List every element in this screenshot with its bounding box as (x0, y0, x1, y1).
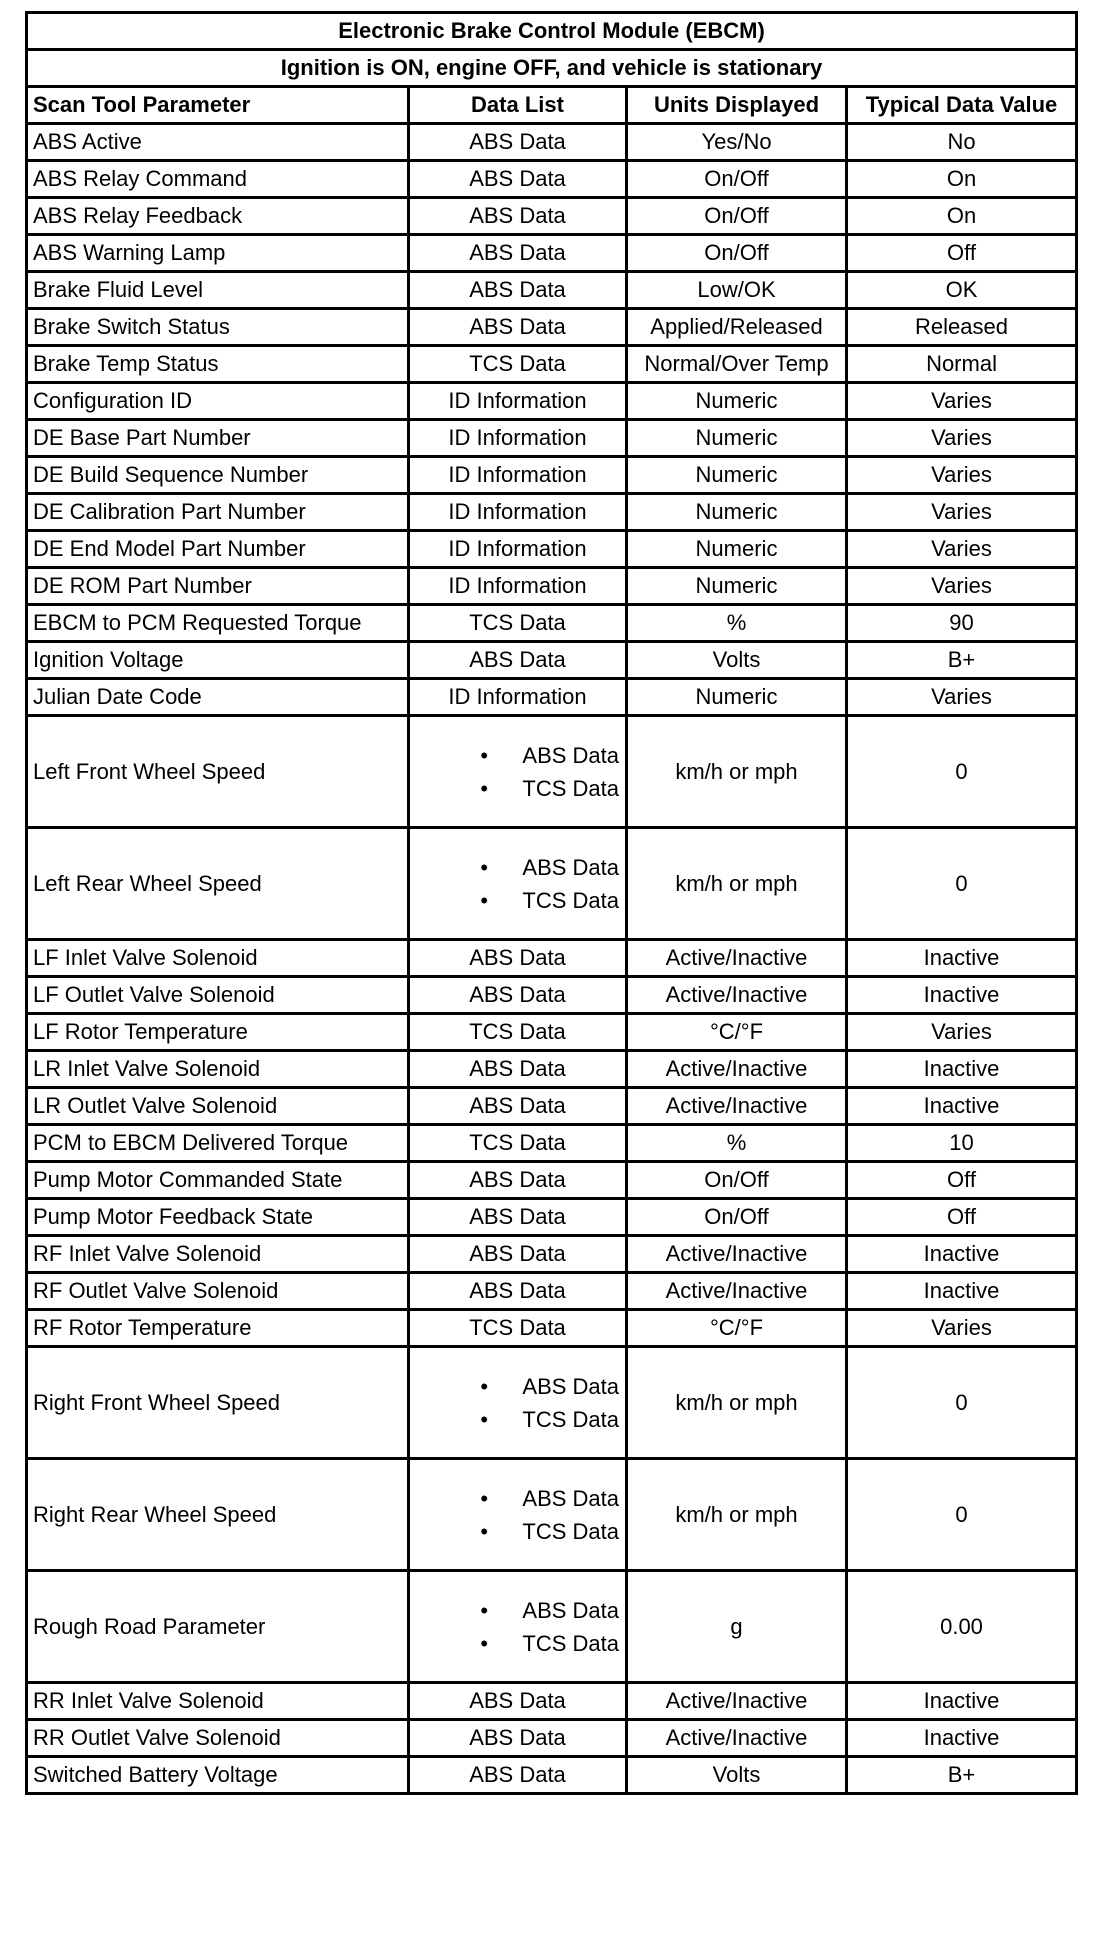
cell-typical-data-value: Inactive (847, 1273, 1077, 1310)
table-row (27, 940, 1077, 977)
cell-scan-tool-parameter: RF Rotor Temperature (27, 1310, 409, 1347)
cell-units-displayed: Normal/Over Temp (627, 346, 847, 383)
cell-data-list: ABS Data (409, 1683, 627, 1720)
cell-units-displayed: Numeric (627, 383, 847, 420)
cell-units-displayed: km/h or mph (627, 828, 847, 940)
cell-units-displayed: Applied/Released (627, 309, 847, 346)
cell-scan-tool-parameter: Left Rear Wheel Speed (27, 828, 409, 940)
cell-scan-tool-parameter: Brake Switch Status (27, 309, 409, 346)
header-typical-data-value: Typical Data Value (847, 87, 1077, 124)
cell-data-list: ABS Data (409, 161, 627, 198)
cell-data-list (409, 1347, 627, 1459)
cell-units-displayed: Active/Inactive (627, 1088, 847, 1125)
cell-typical-data-value: B+ (847, 642, 1077, 679)
cell-typical-data-value: Varies (847, 568, 1077, 605)
cell-typical-data-value: Varies (847, 1014, 1077, 1051)
cell-data-list: ABS Data (409, 124, 627, 161)
cell-typical-data-value: Inactive (847, 1720, 1077, 1757)
cell-typical-data-value: Varies (847, 494, 1077, 531)
cell-data-list (409, 1459, 627, 1571)
table-row (27, 1683, 1077, 1720)
cell-units-displayed: Low/OK (627, 272, 847, 309)
table-header-row (27, 87, 1077, 124)
table-row (27, 1051, 1077, 1088)
table-subtitle-row (27, 50, 1077, 87)
cell-scan-tool-parameter: Brake Fluid Level (27, 272, 409, 309)
cell-data-list: ABS Data (409, 198, 627, 235)
cell-data-list: TCS Data (409, 346, 627, 383)
cell-typical-data-value: Off (847, 1162, 1077, 1199)
header-scan-tool-parameter: Scan Tool Parameter (27, 87, 409, 124)
cell-data-list (409, 828, 627, 940)
cell-data-list (409, 1571, 627, 1683)
cell-typical-data-value: Varies (847, 383, 1077, 420)
cell-data-list: TCS Data (409, 605, 627, 642)
cell-scan-tool-parameter: Brake Temp Status (27, 346, 409, 383)
table-row (27, 1236, 1077, 1273)
table-row (27, 1273, 1077, 1310)
cell-data-list: ID Information (409, 383, 627, 420)
cell-data-list: ABS Data (409, 1720, 627, 1757)
ebcm-data-document (25, 11, 1075, 1795)
cell-units-displayed: °C/°F (627, 1014, 847, 1051)
cell-typical-data-value: On (847, 161, 1077, 198)
table-row (27, 605, 1077, 642)
cell-scan-tool-parameter: EBCM to PCM Requested Torque (27, 605, 409, 642)
cell-scan-tool-parameter: Pump Motor Commanded State (27, 1162, 409, 1199)
cell-scan-tool-parameter: RF Outlet Valve Solenoid (27, 1273, 409, 1310)
cell-data-list: ID Information (409, 420, 627, 457)
cell-scan-tool-parameter: Ignition Voltage (27, 642, 409, 679)
data-list-bullet-item: • TCS Data (476, 1627, 619, 1660)
table-row (27, 1199, 1077, 1236)
cell-typical-data-value: Varies (847, 457, 1077, 494)
cell-units-displayed: °C/°F (627, 1310, 847, 1347)
cell-typical-data-value: Inactive (847, 977, 1077, 1014)
table-row (27, 1757, 1077, 1794)
cell-typical-data-value: Normal (847, 346, 1077, 383)
data-list-bullets (476, 1482, 619, 1548)
data-list-bullet-item: • TCS Data (476, 1515, 619, 1548)
cell-scan-tool-parameter: RR Outlet Valve Solenoid (27, 1720, 409, 1757)
cell-units-displayed: % (627, 1125, 847, 1162)
table-row (27, 420, 1077, 457)
cell-units-displayed: % (627, 605, 847, 642)
cell-scan-tool-parameter: DE Build Sequence Number (27, 457, 409, 494)
table-row (27, 1347, 1077, 1459)
cell-typical-data-value: Off (847, 235, 1077, 272)
cell-data-list: ABS Data (409, 1236, 627, 1273)
table-subtitle: Ignition is ON, engine OFF, and vehicle is stationary (27, 50, 1077, 87)
cell-scan-tool-parameter: Left Front Wheel Speed (27, 716, 409, 828)
cell-scan-tool-parameter: LF Inlet Valve Solenoid (27, 940, 409, 977)
cell-typical-data-value: Released (847, 309, 1077, 346)
cell-typical-data-value: 90 (847, 605, 1077, 642)
table-row (27, 235, 1077, 272)
cell-units-displayed: Volts (627, 1757, 847, 1794)
cell-units-displayed: Active/Inactive (627, 1273, 847, 1310)
cell-typical-data-value: Off (847, 1199, 1077, 1236)
cell-scan-tool-parameter: PCM to EBCM Delivered Torque (27, 1125, 409, 1162)
cell-scan-tool-parameter: RR Inlet Valve Solenoid (27, 1683, 409, 1720)
data-list-bullets (476, 851, 619, 917)
table-title: Electronic Brake Control Module (EBCM) (27, 13, 1077, 50)
cell-typical-data-value: No (847, 124, 1077, 161)
cell-data-list: ID Information (409, 679, 627, 716)
cell-data-list: TCS Data (409, 1310, 627, 1347)
data-list-bullet-item: • ABS Data (476, 1482, 619, 1515)
cell-typical-data-value: Varies (847, 679, 1077, 716)
table-row (27, 1720, 1077, 1757)
cell-scan-tool-parameter: Right Front Wheel Speed (27, 1347, 409, 1459)
cell-units-displayed: Active/Inactive (627, 940, 847, 977)
cell-units-displayed: km/h or mph (627, 1347, 847, 1459)
cell-units-displayed: Active/Inactive (627, 1683, 847, 1720)
cell-data-list: ID Information (409, 531, 627, 568)
cell-typical-data-value: OK (847, 272, 1077, 309)
data-list-bullet-item: • TCS Data (476, 884, 619, 917)
cell-scan-tool-parameter: LF Outlet Valve Solenoid (27, 977, 409, 1014)
table-row (27, 828, 1077, 940)
cell-data-list: TCS Data (409, 1125, 627, 1162)
cell-data-list: ABS Data (409, 1088, 627, 1125)
table-row (27, 272, 1077, 309)
table-row (27, 531, 1077, 568)
cell-units-displayed: Numeric (627, 531, 847, 568)
cell-data-list: ABS Data (409, 940, 627, 977)
cell-units-displayed: On/Off (627, 1162, 847, 1199)
cell-units-displayed: Active/Inactive (627, 1720, 847, 1757)
cell-units-displayed: Numeric (627, 568, 847, 605)
cell-typical-data-value: Varies (847, 531, 1077, 568)
cell-scan-tool-parameter: LR Outlet Valve Solenoid (27, 1088, 409, 1125)
cell-units-displayed: Active/Inactive (627, 1236, 847, 1273)
cell-typical-data-value: Inactive (847, 1051, 1077, 1088)
table-row (27, 1310, 1077, 1347)
table-row (27, 161, 1077, 198)
cell-scan-tool-parameter: Configuration ID (27, 383, 409, 420)
cell-scan-tool-parameter: DE ROM Part Number (27, 568, 409, 605)
cell-scan-tool-parameter: LR Inlet Valve Solenoid (27, 1051, 409, 1088)
cell-typical-data-value: 0.00 (847, 1571, 1077, 1683)
table-row (27, 1571, 1077, 1683)
cell-typical-data-value: Varies (847, 1310, 1077, 1347)
cell-typical-data-value: 0 (847, 1347, 1077, 1459)
cell-data-list: ID Information (409, 457, 627, 494)
cell-units-displayed: On/Off (627, 198, 847, 235)
table-row (27, 198, 1077, 235)
cell-units-displayed: Numeric (627, 457, 847, 494)
table-row (27, 977, 1077, 1014)
table-title-row (27, 13, 1077, 50)
cell-typical-data-value: 0 (847, 1459, 1077, 1571)
cell-units-displayed: Numeric (627, 420, 847, 457)
cell-scan-tool-parameter: ABS Relay Command (27, 161, 409, 198)
table-row (27, 1459, 1077, 1571)
data-list-bullet-item: • ABS Data (476, 1594, 619, 1627)
table-row (27, 1162, 1077, 1199)
cell-data-list: ABS Data (409, 1273, 627, 1310)
cell-data-list: ABS Data (409, 1757, 627, 1794)
cell-data-list: ABS Data (409, 1051, 627, 1088)
cell-units-displayed: Volts (627, 642, 847, 679)
table-row (27, 716, 1077, 828)
data-list-bullet-item: • TCS Data (476, 772, 619, 805)
cell-data-list: ABS Data (409, 642, 627, 679)
cell-units-displayed: Yes/No (627, 124, 847, 161)
table-row (27, 494, 1077, 531)
cell-typical-data-value: Inactive (847, 1088, 1077, 1125)
cell-units-displayed: On/Off (627, 1199, 847, 1236)
data-list-bullets (476, 1370, 619, 1436)
cell-units-displayed: g (627, 1571, 847, 1683)
cell-scan-tool-parameter: Julian Date Code (27, 679, 409, 716)
cell-scan-tool-parameter: Pump Motor Feedback State (27, 1199, 409, 1236)
data-list-bullet-item: • ABS Data (476, 739, 619, 772)
cell-units-displayed: Active/Inactive (627, 977, 847, 1014)
cell-units-displayed: Numeric (627, 679, 847, 716)
cell-typical-data-value: Inactive (847, 940, 1077, 977)
table-row (27, 124, 1077, 161)
cell-data-list: ABS Data (409, 309, 627, 346)
table-row (27, 642, 1077, 679)
table-row (27, 679, 1077, 716)
cell-scan-tool-parameter: DE Base Part Number (27, 420, 409, 457)
cell-scan-tool-parameter: Rough Road Parameter (27, 1571, 409, 1683)
cell-data-list: ABS Data (409, 1162, 627, 1199)
data-list-bullet-item: • ABS Data (476, 1370, 619, 1403)
cell-scan-tool-parameter: DE Calibration Part Number (27, 494, 409, 531)
data-list-bullets (476, 1594, 619, 1660)
cell-typical-data-value: On (847, 198, 1077, 235)
cell-typical-data-value: 0 (847, 828, 1077, 940)
table-row (27, 309, 1077, 346)
data-list-bullet-item: • ABS Data (476, 851, 619, 884)
cell-data-list: ABS Data (409, 1199, 627, 1236)
cell-units-displayed: Numeric (627, 494, 847, 531)
data-list-bullets (476, 739, 619, 805)
cell-units-displayed: km/h or mph (627, 716, 847, 828)
cell-scan-tool-parameter: DE End Model Part Number (27, 531, 409, 568)
cell-data-list: ABS Data (409, 235, 627, 272)
cell-data-list (409, 716, 627, 828)
table-row (27, 457, 1077, 494)
data-list-bullet-item: • TCS Data (476, 1403, 619, 1436)
cell-data-list: ID Information (409, 494, 627, 531)
cell-scan-tool-parameter: RF Inlet Valve Solenoid (27, 1236, 409, 1273)
cell-typical-data-value: Inactive (847, 1683, 1077, 1720)
cell-scan-tool-parameter: LF Rotor Temperature (27, 1014, 409, 1051)
cell-units-displayed: On/Off (627, 161, 847, 198)
cell-data-list: ID Information (409, 568, 627, 605)
ebcm-data-table (25, 11, 1078, 1795)
table-row (27, 1125, 1077, 1162)
cell-units-displayed: Active/Inactive (627, 1051, 847, 1088)
table-row (27, 1088, 1077, 1125)
cell-scan-tool-parameter: ABS Relay Feedback (27, 198, 409, 235)
cell-typical-data-value: 0 (847, 716, 1077, 828)
cell-typical-data-value: Inactive (847, 1236, 1077, 1273)
cell-data-list: TCS Data (409, 1014, 627, 1051)
cell-typical-data-value: B+ (847, 1757, 1077, 1794)
cell-units-displayed: On/Off (627, 235, 847, 272)
cell-units-displayed: km/h or mph (627, 1459, 847, 1571)
table-row (27, 346, 1077, 383)
cell-scan-tool-parameter: Switched Battery Voltage (27, 1757, 409, 1794)
cell-typical-data-value: 10 (847, 1125, 1077, 1162)
table-row (27, 1014, 1077, 1051)
cell-scan-tool-parameter: Right Rear Wheel Speed (27, 1459, 409, 1571)
cell-typical-data-value: Varies (847, 420, 1077, 457)
table-row (27, 568, 1077, 605)
cell-data-list: ABS Data (409, 272, 627, 309)
cell-data-list: ABS Data (409, 977, 627, 1014)
cell-scan-tool-parameter: ABS Active (27, 124, 409, 161)
header-units-displayed: Units Displayed (627, 87, 847, 124)
cell-scan-tool-parameter: ABS Warning Lamp (27, 235, 409, 272)
table-row (27, 383, 1077, 420)
header-data-list: Data List (409, 87, 627, 124)
